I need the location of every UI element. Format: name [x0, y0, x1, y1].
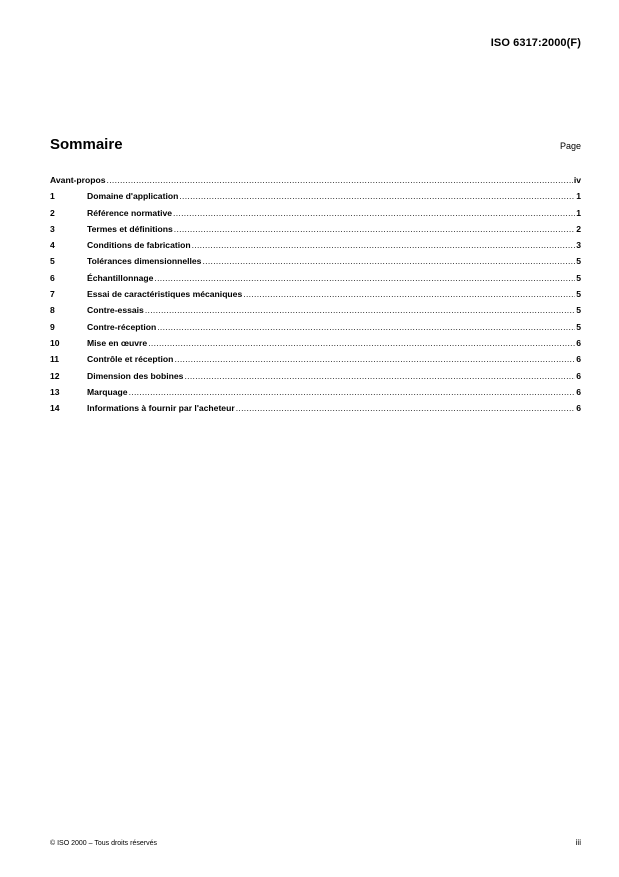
toc-entry-number: 14: [50, 403, 60, 414]
toc-dot-leader: [202, 256, 575, 266]
toc-dot-leader: [145, 305, 575, 315]
toc-entry-9[interactable]: [50, 322, 581, 338]
toc-dot-leader: [243, 289, 575, 299]
toc-entry-page: 5: [576, 305, 581, 316]
toc-entry-text: Référence normative: [87, 207, 173, 218]
toc-entry-12[interactable]: [50, 371, 581, 387]
toc-entry-number: 6: [50, 272, 55, 283]
copyright-notice: © ISO 2000 – Tous droits réservés: [50, 840, 157, 847]
toc-entry-text: Termes et définitions: [87, 223, 173, 234]
toc-entry-text: Échantillonnage: [87, 272, 154, 283]
toc-entry-text: Essai de caractéristiques mécaniques: [87, 289, 243, 300]
toc-entry-number: 9: [50, 321, 55, 332]
toc-entry-4[interactable]: [50, 240, 581, 256]
toc-dot-leader: [184, 371, 575, 381]
toc-dot-leader: [157, 322, 575, 332]
page-number: iii: [575, 838, 581, 847]
toc-entry-number: 3: [50, 223, 55, 234]
page-column-label: Page: [559, 141, 581, 151]
toc-entry-text: Contre-essais: [87, 305, 144, 316]
toc-entry-text: Avant-propos: [50, 175, 106, 185]
toc-entry-page: 5: [576, 256, 581, 267]
toc-entry-number: 4: [50, 240, 55, 251]
toc-entry-page: 2: [576, 223, 581, 234]
toc-entry-page: 5: [576, 321, 581, 332]
toc-entry-5[interactable]: [50, 256, 581, 272]
toc-entry-number: 10: [50, 337, 60, 348]
toc-entry-2[interactable]: [50, 208, 581, 224]
toc-entry-3[interactable]: [50, 224, 581, 240]
toc-dot-leader: [129, 387, 576, 397]
toc-entry-number: 1: [50, 191, 55, 202]
toc-entry-page: 1: [576, 207, 581, 218]
toc-title: Sommaire: [50, 136, 123, 153]
toc-entry-page: 6: [576, 386, 581, 397]
toc-entry-page: 1: [576, 191, 581, 202]
toc-entry-text: Domaine d'application: [87, 191, 179, 202]
toc-entry-7[interactable]: [50, 289, 581, 305]
toc-entry-13[interactable]: [50, 387, 581, 403]
toc-entry-avant-propos[interactable]: [50, 175, 581, 191]
toc-entry-number: 12: [50, 370, 60, 381]
toc-entry-page: 6: [576, 337, 581, 348]
toc-entry-text: Conditions de fabrication: [87, 240, 191, 251]
toc-entry-10[interactable]: [50, 338, 581, 354]
toc-entry-8[interactable]: [50, 305, 581, 321]
toc-entry-text: Tolérances dimensionnelles: [87, 256, 202, 267]
toc-entry-page: 6: [576, 370, 581, 381]
standard-reference: ISO 6317:2000(F): [490, 37, 581, 49]
toc-dot-leader: [174, 224, 575, 234]
toc-dot-leader: [148, 338, 575, 348]
toc-entry-text: Contre-réception: [87, 321, 157, 332]
toc-entry-number: 2: [50, 207, 55, 218]
toc-entry-11[interactable]: [50, 354, 581, 370]
toc-entry-number: 8: [50, 305, 55, 316]
toc-entry-text: Dimension des bobines: [87, 370, 184, 381]
toc-entry-number: 13: [50, 386, 60, 397]
toc-entry-text: Marquage: [87, 386, 128, 397]
toc-dot-leader: [174, 354, 575, 364]
toc-dot-leader: [179, 191, 575, 201]
toc-dot-leader: [173, 208, 575, 218]
toc-entry-text: Mise en œuvre: [87, 337, 148, 348]
toc-entry-page: 6: [576, 403, 581, 414]
toc-entry-page: 5: [576, 289, 581, 300]
toc-entry-page: 5: [576, 272, 581, 283]
toc-entry-number: 7: [50, 289, 55, 300]
toc-dot-leader: [154, 273, 575, 283]
toc-entry-text: Contrôle et réception: [87, 354, 174, 365]
toc-dot-leader: [192, 240, 576, 250]
toc-entry-number: 5: [50, 256, 55, 267]
toc-dot-leader: [107, 175, 573, 185]
toc-entry-page: iv: [573, 175, 581, 185]
table-of-contents: [50, 175, 581, 419]
toc-entry-page: 6: [576, 354, 581, 365]
toc-entry-number: 11: [50, 354, 60, 365]
toc-entry-14[interactable]: [50, 403, 581, 419]
toc-entry-6[interactable]: [50, 273, 581, 289]
toc-entry-text: Informations à fournir par l'acheteur: [87, 403, 235, 414]
toc-dot-leader: [236, 403, 576, 413]
toc-entry-page: 3: [576, 240, 581, 251]
toc-entry-1[interactable]: [50, 191, 581, 207]
